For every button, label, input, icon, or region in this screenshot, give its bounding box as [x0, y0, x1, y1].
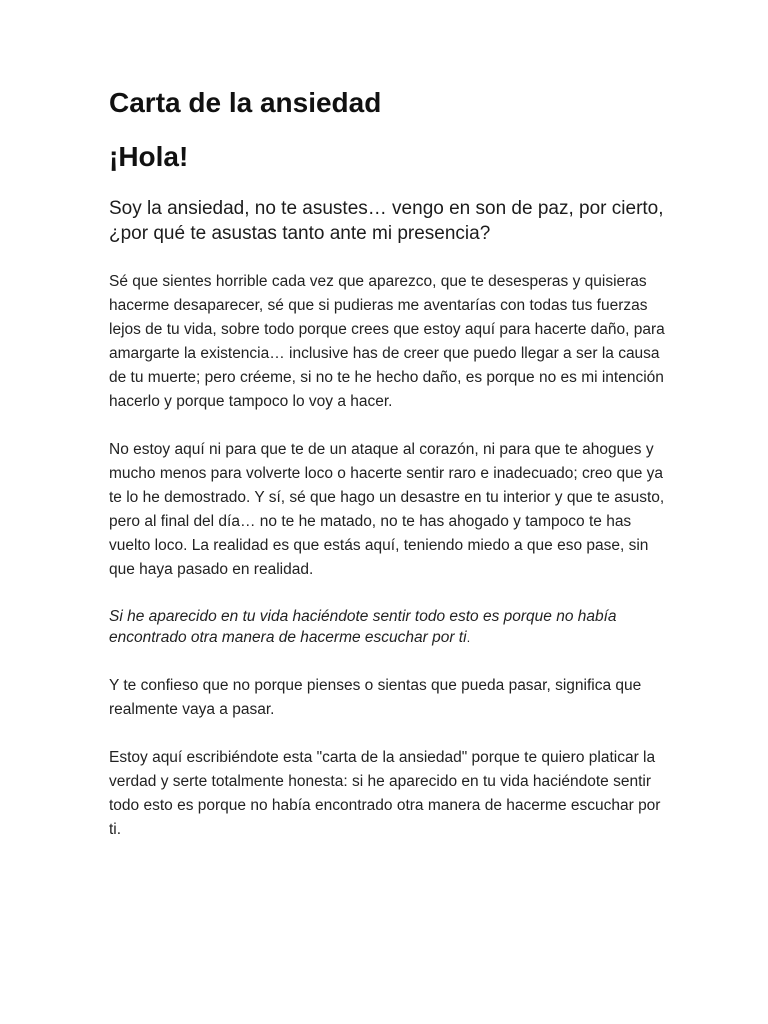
lead-paragraph: Soy la ansiedad, no te asustes… vengo en son de paz, por cierto, ¿por qué te asustas tanto ante mi presencia?: [109, 198, 664, 244]
document-page: [109, 86, 669, 866]
body-paragraph-4: Estoy aquí escribiéndote esta "carta de la ansiedad" porque te quiero platicar la verdad y serte totalmente honesta: si he aparecido en tu vida haciéndote sentir todo esto es porque no había encontrado otra manera de hacerme escuchar por ti.: [109, 749, 661, 838]
body-paragraph-1: Sé que sientes horrible cada vez que aparezco, que te desesperas y quisieras hacerme desaparecer, sé que si pudieras me aventarías con todas tus fuerzas lejos de tu vida, sobre todo porque crees que estoy aquí para hacerte daño, para amargarte la existencia… inclusive has de creer que puedo llegar a ser la causa de tu muerte; pero créeme, si no te he hecho daño, es porque no es mi intención hacerlo y porque tampoco lo voy a hacer.: [109, 273, 665, 410]
quote-end: .: [466, 630, 471, 645]
document-title: Carta de la ansiedad: [109, 87, 382, 118]
body-paragraph-2: No estoy aquí ni para que te de un ataque al corazón, ni para que te ahogues y mucho menos para volverte loco o hacerte sentir raro e inadecuado; creo que ya te lo he demostrado. Y sí, sé que hago un desastre en tu interior y que te asusto, pero al final del día… no te he matado, no te has ahogado y tampoco te has vuelto loco. La realidad es que estás aquí, teniendo miedo a que eso pase, sin que haya pasado en realidad.: [109, 441, 665, 578]
quote-text: Si he aparecido en tu vida haciéndote sentir todo esto es porque no había encontrado otra manera de hacerme escuchar por ti: [109, 608, 617, 646]
greeting-heading: ¡Hola!: [109, 141, 189, 172]
italic-quote: [109, 606, 669, 648]
body-paragraph-3: Y te confieso que no porque pienses o sientas que pueda pasar, significa que realmente vaya a pasar.: [109, 677, 642, 718]
